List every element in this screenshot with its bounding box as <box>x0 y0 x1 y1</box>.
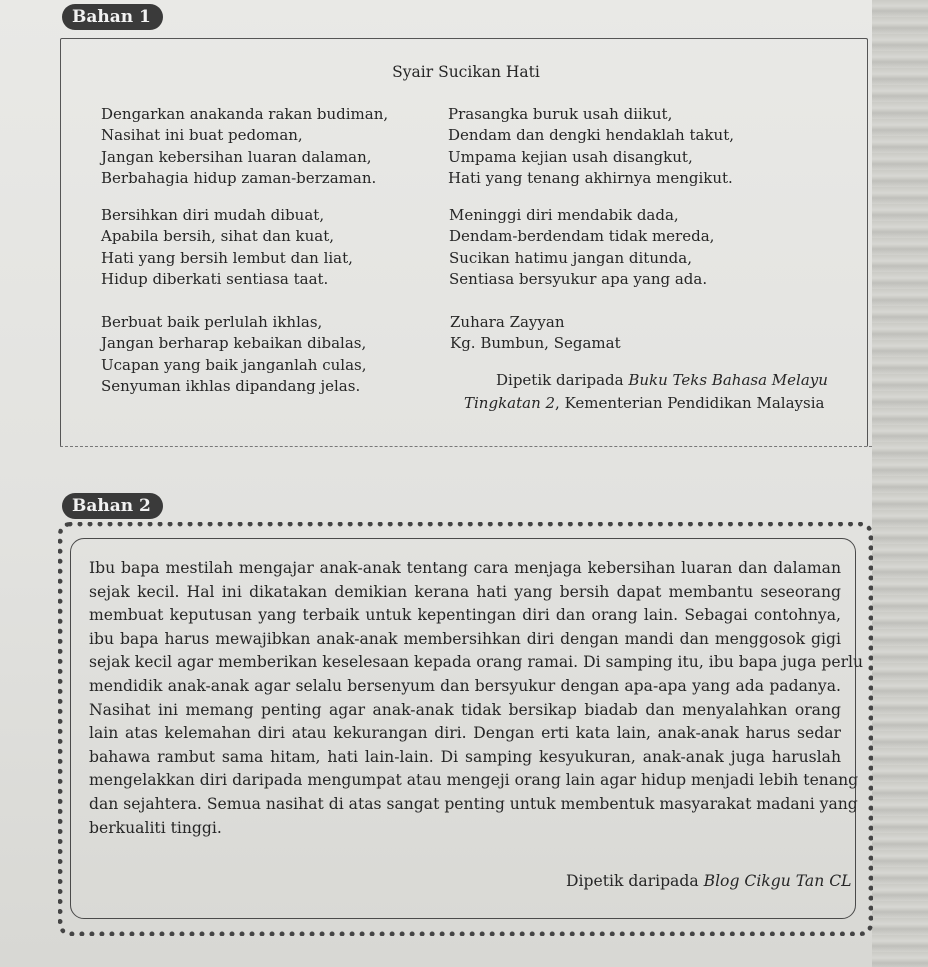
poem-line: Ucapan yang baik janganlah culas, <box>101 355 367 374</box>
poem-line: Umpama kejian usah disangkut, <box>448 147 693 166</box>
stanza-5 <box>101 312 367 398</box>
passage-line: dan sejahtera. Semua nasihat di atas sangat penting untuk membentuk masyarakat madani yang <box>89 794 858 813</box>
passage-line: mengelakkan diri daripada mengumpat atau mengeji orang lain agar hidup menjadi lebih tenang <box>89 771 859 790</box>
stanza-1 <box>101 104 388 190</box>
passage-line: sejak kecil. Hal ini dikatakan demikian kerana hati yang bersih dapat membantu seseorang <box>89 582 841 601</box>
poem-line: Jangan berharap kebaikan dibalas, <box>101 334 367 353</box>
author-place: Kg. Bumbun, Segamat <box>450 334 621 353</box>
stanza-2 <box>448 104 734 190</box>
poem-line: Berbuat baik perlulah ikhlas, <box>101 313 323 331</box>
poem-line: Nasihat ini buat pedoman, <box>101 126 303 145</box>
passage-line: ibu bapa harus mewajibkan anak-anak membersihkan diri dengan mandi dan menggosok gigi <box>89 629 841 648</box>
poem-line: Sentiasa bersyukur apa yang ada. <box>449 270 708 289</box>
bahan2-label: Bahan 2 <box>62 493 163 519</box>
poem-line: Senyuman ikhlas dipandang jelas. <box>101 377 361 396</box>
passage-line: Ibu bapa mestilah mengajar anak-anak tentang cara menjaga kebersihan luaran dan dalaman <box>89 559 841 577</box>
poem-line: Dendam-berdendam tidak mereda, <box>449 227 715 246</box>
bahan1-source-line-1: Dipetik daripada Buku Teks Bahasa Melayu <box>496 371 828 389</box>
source-book-title: Buku Teks Bahasa Melayu <box>628 371 828 389</box>
poem-line: Hati yang tenang akhirnya mengikut. <box>448 169 733 188</box>
passage-line: membuat keputusan yang terbaik untuk kepentingan diri dan orang lain. Sebagai contohnya, <box>89 606 841 625</box>
poem-line: Berbahagia hidup zaman-berzaman. <box>101 169 377 188</box>
source-book-grade: Tingkatan 2 <box>464 394 556 412</box>
poem-line: Jangan kebersihan luaran dalaman, <box>101 147 372 166</box>
author-name: Zuhara Zayyan <box>450 313 565 331</box>
poem-line: Hati yang bersih lembut dan liat, <box>101 248 353 267</box>
poem-author <box>450 312 621 355</box>
passage-line: mendidik anak-anak agar selalu bersenyum dan bersyukur dengan apa-apa yang ada padanya. <box>89 676 841 695</box>
passage-line: lain atas kelemahan diri atau kekurangan diri. Dengan erti kata lain, anak-anak harus sedar <box>89 724 841 743</box>
poem-line: Apabila bersih, sihat dan kuat, <box>101 227 334 246</box>
passage-line: berkualiti tinggi. <box>89 818 222 837</box>
bahan1-label: Bahan 1 <box>62 4 163 30</box>
passage-line: Nasihat ini memang penting agar anak-anak tidak bersikap biadab dan menyalahkan orang <box>89 700 841 719</box>
source-blog-name: Blog Cikgu Tan CL <box>703 872 852 890</box>
passage-line: bahawa rambut sama hitam, hati lain-lain. Di samping kesyukuran, anak-anak juga haruslah <box>89 747 841 766</box>
background-page-edge <box>872 0 928 967</box>
poem-line: Meninggi diri mendabik dada, <box>449 206 679 224</box>
poem-line: Hidup diberkati sentiasa taat. <box>101 270 329 289</box>
stanza-4 <box>449 205 714 291</box>
poem-line: Bersihkan diri mudah dibuat, <box>101 206 325 224</box>
poem-line: Dendam dan dengki hendaklah takut, <box>448 126 734 145</box>
poem-line: Sucikan hatimu jangan ditunda, <box>449 248 692 267</box>
poem-title: Syair Sucikan Hati <box>392 63 540 81</box>
bahan2-passage <box>89 557 864 840</box>
poem-line: Prasangka buruk usah diikut, <box>448 105 673 123</box>
passage-line: sejak kecil agar memberikan keselesaan kepada orang ramai. Di samping itu, ibu bapa juga perlu <box>89 653 864 672</box>
bahan2-source: Dipetik daripada Blog Cikgu Tan CL <box>566 872 852 890</box>
bahan1-source-line-2: Tingkatan 2, Kementerian Pendidikan Malaysia <box>464 394 825 412</box>
bahan1-frame-tear <box>60 446 872 447</box>
poem-line: Dengarkan anakanda rakan budiman, <box>101 105 389 123</box>
stanza-3 <box>101 205 353 291</box>
